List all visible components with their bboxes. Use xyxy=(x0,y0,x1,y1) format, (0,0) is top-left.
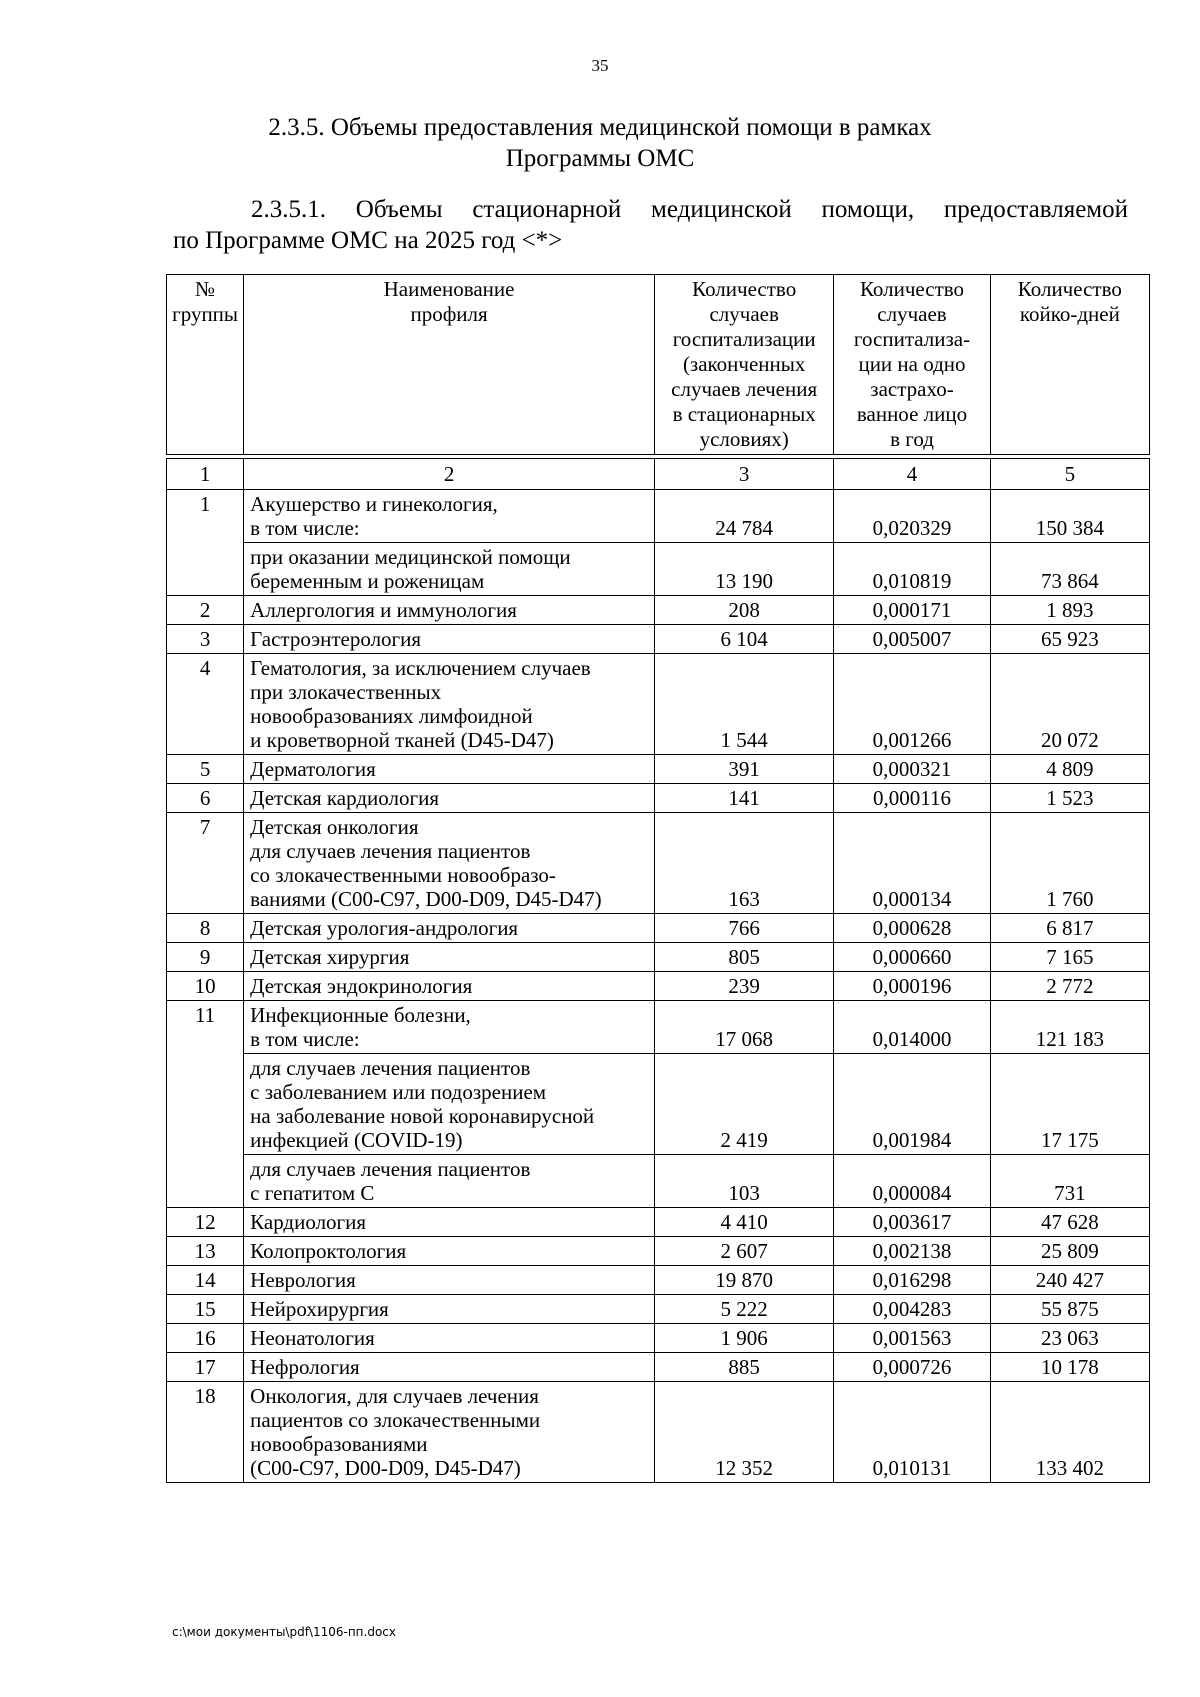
section-title-line2: Программы ОМС xyxy=(505,145,695,172)
table-row xyxy=(167,813,1150,914)
hospitalization-cases-cell: 2 607 xyxy=(654,1237,833,1266)
profile-name-cell: Неонатология xyxy=(244,1324,655,1353)
profile-name-cell: Колопроктология xyxy=(244,1237,655,1266)
group-number-cell: 1 xyxy=(167,490,244,596)
hospitalization-cases-cell: 13 190 xyxy=(654,543,833,596)
header-bed-days: Количество койко-дней xyxy=(990,275,1149,455)
cases-per-insured-cell: 0,001563 xyxy=(834,1324,990,1353)
group-number-cell: 14 xyxy=(167,1266,244,1295)
bed-days-cell: 73 864 xyxy=(990,543,1149,596)
profile-name-cell: Детская онкология для случаев лечения пациентов со злокачественными новообразо- ваниями (C00-C97, D00-D09, D45-D47) xyxy=(244,813,655,914)
group-number-cell: 3 xyxy=(167,625,244,654)
cases-per-insured-cell: 0,000196 xyxy=(834,972,990,1001)
bed-days-cell: 17 175 xyxy=(990,1054,1149,1155)
table-row xyxy=(167,490,1150,543)
cases-per-insured-cell: 0,010131 xyxy=(834,1382,990,1483)
group-number-cell: 12 xyxy=(167,1208,244,1237)
group-number-cell: 8 xyxy=(167,914,244,943)
cases-per-insured-cell: 0,020329 xyxy=(834,490,990,543)
page-number: 35 xyxy=(591,56,609,75)
profile-name-cell: Аллергология и иммунология xyxy=(244,596,655,625)
profile-name-cell: для случаев лечения пациентов с заболеванием или подозрением на заболевание новой коронавирусной инфекцией (COVID-19) xyxy=(244,1054,655,1155)
cases-per-insured-cell: 0,002138 xyxy=(834,1237,990,1266)
profile-name-cell: Детская эндокринология xyxy=(244,972,655,1001)
bed-days-cell: 10 178 xyxy=(990,1353,1149,1382)
hospitalization-cases-cell: 1 544 xyxy=(654,654,833,755)
bed-days-cell: 7 165 xyxy=(990,943,1149,972)
bed-days-cell: 20 072 xyxy=(990,654,1149,755)
cases-per-insured-cell: 0,000171 xyxy=(834,596,990,625)
group-number-cell: 16 xyxy=(167,1324,244,1353)
group-number-cell: 11 xyxy=(167,1001,244,1208)
hospital-care-volume-table xyxy=(166,274,1150,1483)
group-number-cell: 15 xyxy=(167,1295,244,1324)
table-row xyxy=(167,1382,1150,1483)
hospitalization-cases-cell: 5 222 xyxy=(654,1295,833,1324)
group-number-cell: 13 xyxy=(167,1237,244,1266)
table-row xyxy=(167,625,1150,654)
hospitalization-cases-cell: 6 104 xyxy=(654,625,833,654)
bed-days-cell: 55 875 xyxy=(990,1295,1149,1324)
table-row xyxy=(167,1324,1150,1353)
bed-days-cell: 65 923 xyxy=(990,625,1149,654)
table-row xyxy=(167,972,1150,1001)
group-number-cell: 9 xyxy=(167,943,244,972)
hospitalization-cases-cell: 1 906 xyxy=(654,1324,833,1353)
table-row xyxy=(167,755,1150,784)
bed-days-cell: 240 427 xyxy=(990,1266,1149,1295)
group-number-cell: 4 xyxy=(167,654,244,755)
profile-name-cell: для случаев лечения пациентов с гепатитом С xyxy=(244,1155,655,1208)
cases-per-insured-cell: 0,000660 xyxy=(834,943,990,972)
column-number: 3 xyxy=(654,459,833,490)
column-number: 1 xyxy=(167,459,244,490)
cases-per-insured-cell: 0,000116 xyxy=(834,784,990,813)
profile-name-cell: Кардиология xyxy=(244,1208,655,1237)
group-number-cell: 10 xyxy=(167,972,244,1001)
cases-per-insured-cell: 0,004283 xyxy=(834,1295,990,1324)
hospitalization-cases-cell: 805 xyxy=(654,943,833,972)
table-row xyxy=(167,1237,1150,1266)
profile-name-cell: Гематология, за исключением случаев при злокачественных новообразованиях лимфоидной и кроветворной тканей (D45-D47) xyxy=(244,654,655,755)
column-number: 5 xyxy=(990,459,1149,490)
hospitalization-cases-cell: 391 xyxy=(654,755,833,784)
profile-name-cell: Дерматология xyxy=(244,755,655,784)
column-number: 2 xyxy=(244,459,655,490)
profile-name-cell: Детская урология-андрология xyxy=(244,914,655,943)
group-number-cell: 2 xyxy=(167,596,244,625)
cases-per-insured-cell: 0,000726 xyxy=(834,1353,990,1382)
cases-per-insured-cell: 0,000321 xyxy=(834,755,990,784)
profile-name-cell: Нейрохирургия xyxy=(244,1295,655,1324)
header-hospitalization-cases: Количество случаев госпитализации (законченных случаев лечения в стационарных условиях) xyxy=(654,275,833,455)
bed-days-cell: 121 183 xyxy=(990,1001,1149,1054)
subsection-title-line2: по Программе ОМС на 2025 год <*> xyxy=(173,227,563,254)
cases-per-insured-cell: 0,000084 xyxy=(834,1155,990,1208)
cases-per-insured-cell: 0,014000 xyxy=(834,1001,990,1054)
section-title-line1: 2.3.5. Объемы предоставления медицинской помощи в рамках xyxy=(268,114,932,141)
table-row xyxy=(167,1054,1150,1155)
subsection-title xyxy=(173,194,1128,256)
hospitalization-cases-cell: 17 068 xyxy=(654,1001,833,1054)
profile-name-cell: при оказании медицинской помощи беременным и роженицам xyxy=(244,543,655,596)
header-group-number: № группы xyxy=(167,275,244,455)
profile-name-cell: Акушерство и гинекология, в том числе: xyxy=(244,490,655,543)
hospitalization-cases-cell: 4 410 xyxy=(654,1208,833,1237)
bed-days-cell: 150 384 xyxy=(990,490,1149,543)
hospitalization-cases-cell: 163 xyxy=(654,813,833,914)
group-number-cell: 6 xyxy=(167,784,244,813)
bed-days-cell: 1 523 xyxy=(990,784,1149,813)
cases-per-insured-cell: 0,010819 xyxy=(834,543,990,596)
bed-days-cell: 47 628 xyxy=(990,1208,1149,1237)
table-row xyxy=(167,596,1150,625)
profile-name-cell: Онкология, для случаев лечения пациентов со злокачественными новообразованиями (C00-C97, D00-D09, D45-D47) xyxy=(244,1382,655,1483)
header-cases-per-insured: Количество случаев госпитализа- ции на одно застрахо- ванное лицо в год xyxy=(834,275,990,455)
table-row xyxy=(167,943,1150,972)
hospitalization-cases-cell: 239 xyxy=(654,972,833,1001)
column-numbers-row xyxy=(167,459,1150,490)
cases-per-insured-cell: 0,001984 xyxy=(834,1054,990,1155)
profile-name-cell: Неврология xyxy=(244,1266,655,1295)
column-number: 4 xyxy=(834,459,990,490)
cases-per-insured-cell: 0,003617 xyxy=(834,1208,990,1237)
hospitalization-cases-cell: 141 xyxy=(654,784,833,813)
group-number-cell: 18 xyxy=(167,1382,244,1483)
hospitalization-cases-cell: 12 352 xyxy=(654,1382,833,1483)
cases-per-insured-cell: 0,001266 xyxy=(834,654,990,755)
table-row xyxy=(167,1208,1150,1237)
table-row xyxy=(167,914,1150,943)
hospitalization-cases-cell: 208 xyxy=(654,596,833,625)
profile-name-cell: Гастроэнтерология xyxy=(244,625,655,654)
hospitalization-cases-cell: 885 xyxy=(654,1353,833,1382)
hospitalization-cases-cell: 103 xyxy=(654,1155,833,1208)
cases-per-insured-cell: 0,000134 xyxy=(834,813,990,914)
table-row xyxy=(167,1353,1150,1382)
group-number-cell: 7 xyxy=(167,813,244,914)
bed-days-cell: 1 760 xyxy=(990,813,1149,914)
bed-days-cell: 23 063 xyxy=(990,1324,1149,1353)
bed-days-cell: 133 402 xyxy=(990,1382,1149,1483)
hospitalization-cases-cell: 19 870 xyxy=(654,1266,833,1295)
profile-name-cell: Нефрология xyxy=(244,1353,655,1382)
bed-days-cell: 6 817 xyxy=(990,914,1149,943)
profile-name-cell: Детская хирургия xyxy=(244,943,655,972)
hospitalization-cases-cell: 2 419 xyxy=(654,1054,833,1155)
table-row xyxy=(167,1001,1150,1054)
group-number-cell: 17 xyxy=(167,1353,244,1382)
table-row xyxy=(167,1155,1150,1208)
cases-per-insured-cell: 0,000628 xyxy=(834,914,990,943)
bed-days-cell: 2 772 xyxy=(990,972,1149,1001)
header-profile-name: Наименование профиля xyxy=(244,275,655,455)
cases-per-insured-cell: 0,016298 xyxy=(834,1266,990,1295)
bed-days-cell: 1 893 xyxy=(990,596,1149,625)
table-row xyxy=(167,1266,1150,1295)
hospitalization-cases-cell: 766 xyxy=(654,914,833,943)
bed-days-cell: 731 xyxy=(990,1155,1149,1208)
profile-name-cell: Инфекционные болезни, в том числе: xyxy=(244,1001,655,1054)
cases-per-insured-cell: 0,005007 xyxy=(834,625,990,654)
table-row xyxy=(167,654,1150,755)
hospitalization-cases-cell: 24 784 xyxy=(654,490,833,543)
table-row xyxy=(167,784,1150,813)
bed-days-cell: 25 809 xyxy=(990,1237,1149,1266)
section-title xyxy=(150,112,1050,174)
group-number-cell: 5 xyxy=(167,755,244,784)
footer-file-path: c:\мои документы\pdf\1106-пп.docx xyxy=(172,1625,397,1639)
bed-days-cell: 4 809 xyxy=(990,755,1149,784)
table-row xyxy=(167,543,1150,596)
table-row xyxy=(167,1295,1150,1324)
table-header-row xyxy=(167,275,1150,455)
subsection-title-line1: 2.3.5.1. Объемы стационарной медицинской помощи, предоставляемой xyxy=(251,196,1128,223)
profile-name-cell: Детская кардиология xyxy=(244,784,655,813)
